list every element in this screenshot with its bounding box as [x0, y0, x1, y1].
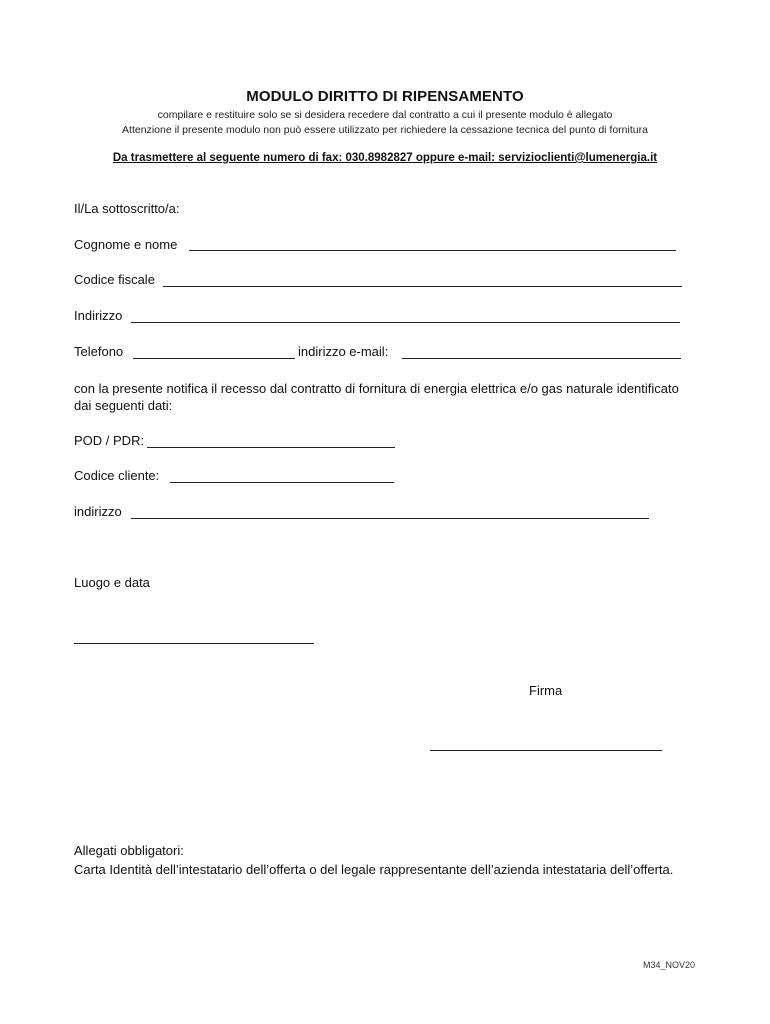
telefono-field[interactable]	[133, 358, 295, 359]
email-label: indirizzo e-mail:	[298, 344, 389, 359]
fax-email-instruction: Da trasmettere al seguente numero di fax: 030.8982827 oppure e-mail: servizioclienti@lumenergia.it	[112, 152, 658, 164]
fornitura-indirizzo-field[interactable]	[131, 518, 649, 519]
indirizzo-label: Indirizzo	[74, 308, 123, 323]
codice-fiscale-label: Codice fiscale	[74, 272, 155, 287]
codice-cliente-label: Codice cliente:	[74, 468, 160, 483]
luogo-data-label: Luogo e data	[74, 575, 150, 590]
document-title: MODULO DIRITTO DI RIPENSAMENTO	[246, 88, 524, 105]
subtitle-instructions: compilare e restituire solo se si desidera recedere dal contratto a cui il presente modulo è allegato	[157, 109, 613, 121]
withdrawal-notice: con la presente notifica il recesso dal contratto di fornitura di energia elettrica e/o gas naturale identificato dai seguenti dati:	[74, 381, 679, 413]
pod-pdr-label: POD / PDR:	[74, 433, 145, 448]
firma-label: Firma	[529, 683, 563, 698]
telefono-label: Telefono	[74, 344, 124, 359]
pod-pdr-field[interactable]	[147, 447, 395, 448]
fornitura-indirizzo-label: indirizzo	[74, 504, 122, 519]
indirizzo-field[interactable]	[131, 322, 680, 323]
subtitle-warning: Attenzione il presente modulo non può essere utilizzato per richiedere la cessazione tecnica del punto di fornitura	[122, 124, 648, 136]
document-code: M34_NOV20	[643, 960, 696, 970]
codice-cliente-field[interactable]	[170, 482, 394, 483]
cognome-nome-label: Cognome e nome	[74, 237, 178, 252]
codice-fiscale-field[interactable]	[163, 286, 682, 287]
cognome-nome-field[interactable]	[189, 250, 676, 251]
email-field[interactable]	[402, 358, 681, 359]
intro-label: Il/La sottoscritto/a:	[74, 201, 180, 216]
attachments-text: Carta Identità dell’intestatario dell’offerta o del legale rappresentante dell’azienda intestataria dell’offerta.	[74, 862, 674, 877]
firma-field[interactable]	[430, 750, 662, 751]
attachments-heading: Allegati obbligatori:	[74, 843, 184, 858]
luogo-data-field[interactable]	[74, 643, 314, 644]
